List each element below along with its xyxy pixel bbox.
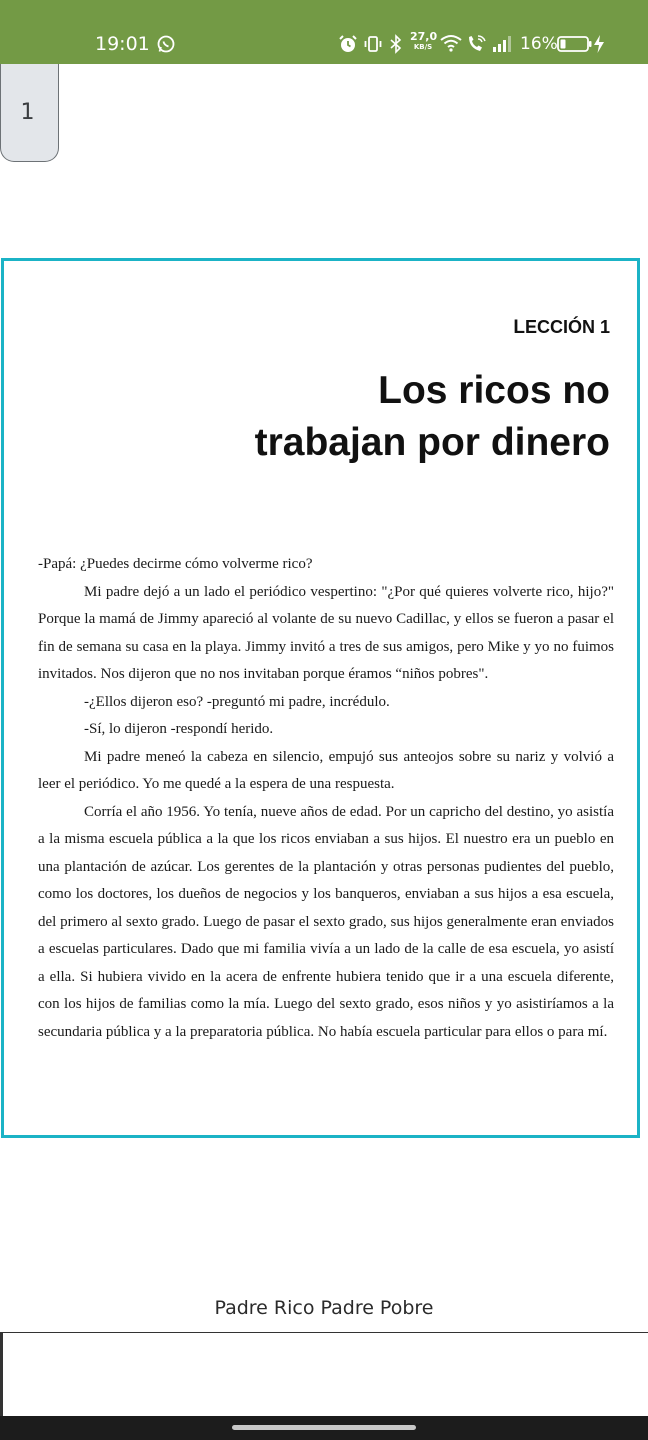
paragraph: Corría el año 1956. Yo tenía, nueve años de edad. Por un capricho del destino, yo asistía a la misma escuela pública a la que los ricos enviaban a sus hijos. El nuestro era un pueblo en una plantación de azúcar. Los gerentes de la plantación y otras personas pudientes del pueblo, como los doctores, los dueños de negocios y los banqueros, enviaban a sus hijos a esa escuela, del primero al sexto grado. Luego de pasar el sexto grado, sus hijos generalmente eran enviados a escuelas particulares. Dado que mi familia vivía a un lado de la calle de esa escuela, yo asistí a ella. Si hubiera vivido en la acera de enfrente hubiera tenido que ir a una escuela diferente, con los hijos de familias como la mía. Luego del sexto grado, esos niños y yo asistiríamos a la secundaria pública y a la preparatoria pública. No había escuela particular para ellos o para mí. bbox=[38, 803, 614, 1040]
lesson-label-initial: L bbox=[513, 317, 525, 338]
wifi-icon bbox=[439, 33, 463, 53]
paragraph: Mi padre dejó a un lado el periódico vespertino: "¿Por qué quieres volverte rico, hijo?" Porque la mamá de Jimmy apareció al volante de su nuevo Cadillac, y ellos se fueron a pasar el fin de semana su casa en la playa. Jimmy invitó a tres de sus amigos, pero Mike y yo no fuimos invitados. Nos dijeron que no nos invitaban porque éramos “niños pobres". bbox=[38, 583, 614, 682]
signal-icon bbox=[492, 34, 514, 54]
navigation-bar bbox=[0, 1416, 648, 1440]
net-speed-value: 27,0 bbox=[410, 30, 438, 43]
paragraph: Mi padre meneó la cabeza en silencio, empujó sus anteojos sobre su nariz y volvió a leer el periódico. Yo me quedé a la espera de una respuesta. bbox=[38, 748, 614, 792]
bluetooth-icon bbox=[388, 34, 404, 54]
lesson-label bbox=[513, 317, 610, 339]
net-speed bbox=[410, 31, 436, 51]
lesson-label-rest: ECCIÓN 1 bbox=[524, 317, 610, 337]
home-gesture-handle[interactable] bbox=[232, 1425, 416, 1430]
paragraph: -¿Ellos dijeron eso? -preguntó mi padre, incrédulo. bbox=[84, 693, 390, 710]
status-time: 19:01 bbox=[95, 33, 150, 55]
vibrate-icon bbox=[363, 34, 383, 54]
wifi-calling-icon bbox=[466, 34, 488, 54]
whatsapp-icon bbox=[156, 34, 176, 54]
book-page bbox=[1, 258, 640, 1138]
net-speed-unit: KB/S bbox=[413, 43, 433, 51]
page-number-tab[interactable] bbox=[0, 64, 59, 162]
paragraph: -Papá: ¿Puedes decirme cómo volverme rico? bbox=[38, 556, 313, 572]
battery-icon bbox=[557, 34, 593, 54]
alarm-icon bbox=[338, 34, 358, 54]
book-title: Padre Rico Padre Pobre bbox=[214, 1297, 434, 1319]
charging-icon bbox=[593, 34, 605, 54]
lesson-title bbox=[50, 365, 610, 469]
lesson-title-line-1: Los ricos no bbox=[378, 369, 610, 412]
body-text bbox=[38, 551, 614, 1046]
footer-divider bbox=[0, 1332, 648, 1333]
status-bar bbox=[0, 0, 648, 64]
battery-percent: 16% bbox=[520, 34, 558, 54]
lesson-title-line-2: trabajan por dinero bbox=[254, 421, 610, 464]
paragraph: -Sí, lo dijeron -respondí herido. bbox=[84, 721, 274, 737]
page-number: 1 bbox=[20, 100, 35, 125]
footer-page-edge bbox=[0, 1332, 3, 1416]
